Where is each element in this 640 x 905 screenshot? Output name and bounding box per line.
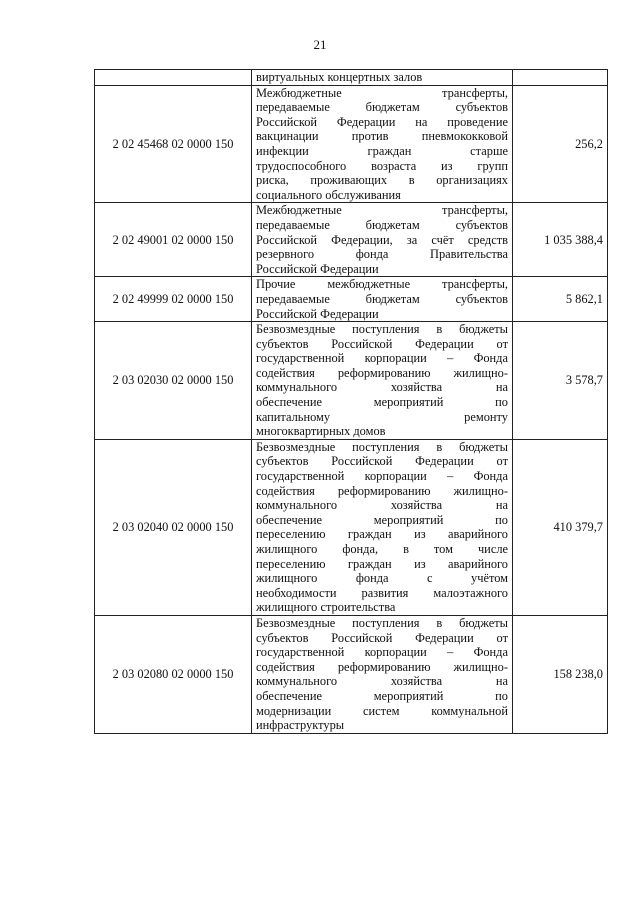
table-row <box>95 439 608 615</box>
description-cell <box>252 203 513 277</box>
budget-revenue-table <box>94 69 608 734</box>
description-cell <box>252 439 513 615</box>
description-line: социального обслуживания <box>256 187 401 202</box>
description-line: Российской Федерации <box>256 261 379 276</box>
description-cell <box>252 277 513 322</box>
description-line: государственной корпорации – Фонда <box>256 645 508 660</box>
description-line: переселению граждан из аварийного <box>256 527 508 542</box>
description-line: Межбюджетные трансферты, <box>256 85 508 100</box>
budget-code-cell: 2 03 02040 02 0000 150 <box>95 439 252 615</box>
description-line: содействия реформированию жилищно- <box>256 659 508 674</box>
table-row <box>95 615 608 733</box>
page-number: 21 <box>313 37 327 52</box>
description-line: обеспечение мероприятий по <box>256 512 508 527</box>
description-line: переселению граждан из аварийного <box>256 556 508 571</box>
description-line: передаваемые бюджетам субъектов <box>256 100 508 115</box>
description-line: жилищного фонда с учётом <box>256 571 508 586</box>
amount-cell: 410 379,7 <box>513 439 608 615</box>
description-line: Безвозмездные поступления в бюджеты <box>256 439 508 454</box>
amount-cell: 256,2 <box>513 85 608 203</box>
amount-cell: 3 578,7 <box>513 322 608 440</box>
description-line: коммунального хозяйства на <box>256 498 508 513</box>
table-row <box>95 203 608 277</box>
description-line: инфраструктуры <box>256 718 345 733</box>
description-line: риска, проживающих в организациях <box>256 173 508 188</box>
description-line: Межбюджетные трансферты, <box>256 203 508 218</box>
description-line: капитальному ремонту <box>256 409 508 424</box>
budget-code-cell: 2 03 02080 02 0000 150 <box>95 615 252 733</box>
description-line: трудоспособного возраста из групп <box>256 158 508 173</box>
description-cell <box>252 322 513 440</box>
amount-cell <box>513 70 608 86</box>
table-row <box>95 85 608 203</box>
description-line: обеспечение мероприятий по <box>256 395 508 410</box>
description-line: коммунального хозяйства на <box>256 674 508 689</box>
description-line: модернизации систем коммунальной <box>256 703 508 718</box>
table-row <box>95 70 608 86</box>
description-line: обеспечение мероприятий по <box>256 688 508 703</box>
amount-cell: 5 862,1 <box>513 277 608 322</box>
budget-code-cell: 2 02 45468 02 0000 150 <box>95 85 252 203</box>
description-line: государственной корпорации – Фонда <box>256 469 508 484</box>
table-row <box>95 277 608 322</box>
budget-code-cell: 2 02 49001 02 0000 150 <box>95 203 252 277</box>
description-line: Российской Федерации <box>256 306 379 321</box>
budget-code-cell <box>95 70 252 86</box>
budget-code-cell: 2 02 49999 02 0000 150 <box>95 277 252 322</box>
description-line: жилищного строительства <box>256 600 396 615</box>
description-line: необходимости развития малоэтажного <box>256 585 508 600</box>
description-line: субъектов Российской Федерации от <box>256 336 508 351</box>
description-line: передаваемые бюджетам субъектов <box>256 217 508 232</box>
description-line: вакцинации против пневмококковой <box>256 129 508 144</box>
description-line: государственной корпорации – Фонда <box>256 351 508 366</box>
description-line: коммунального хозяйства на <box>256 380 508 395</box>
description-line: Прочие межбюджетные трансферты, <box>256 277 508 292</box>
description-line: Российской Федерации на проведение <box>256 114 508 129</box>
description-line: инфекции граждан старше <box>256 143 508 158</box>
description-line: Безвозмездные поступления в бюджеты <box>256 615 508 630</box>
description-cell <box>252 615 513 733</box>
description-line: субъектов Российской Федерации от <box>256 454 508 469</box>
amount-cell: 1 035 388,4 <box>513 203 608 277</box>
description-line: виртуальных концертных залов <box>256 70 423 84</box>
description-line: многоквартирных домов <box>256 424 386 439</box>
amount-cell: 158 238,0 <box>513 615 608 733</box>
description-line: резервного фонда Правительства <box>256 247 508 262</box>
table-body <box>95 70 608 734</box>
table-row <box>95 322 608 440</box>
description-line: Безвозмездные поступления в бюджеты <box>256 322 508 337</box>
description-line: содействия реформированию жилищно- <box>256 483 508 498</box>
description-line: субъектов Российской Федерации от <box>256 630 508 645</box>
description-cell <box>252 70 513 86</box>
budget-code-cell: 2 03 02030 02 0000 150 <box>95 322 252 440</box>
description-line: Российской Федерации, за счёт средств <box>256 232 508 247</box>
description-line: жилищного фонда, в том числе <box>256 542 508 556</box>
description-line: передаваемые бюджетам субъектов <box>256 291 508 306</box>
description-line: содействия реформированию жилищно- <box>256 365 508 380</box>
description-cell <box>252 85 513 203</box>
